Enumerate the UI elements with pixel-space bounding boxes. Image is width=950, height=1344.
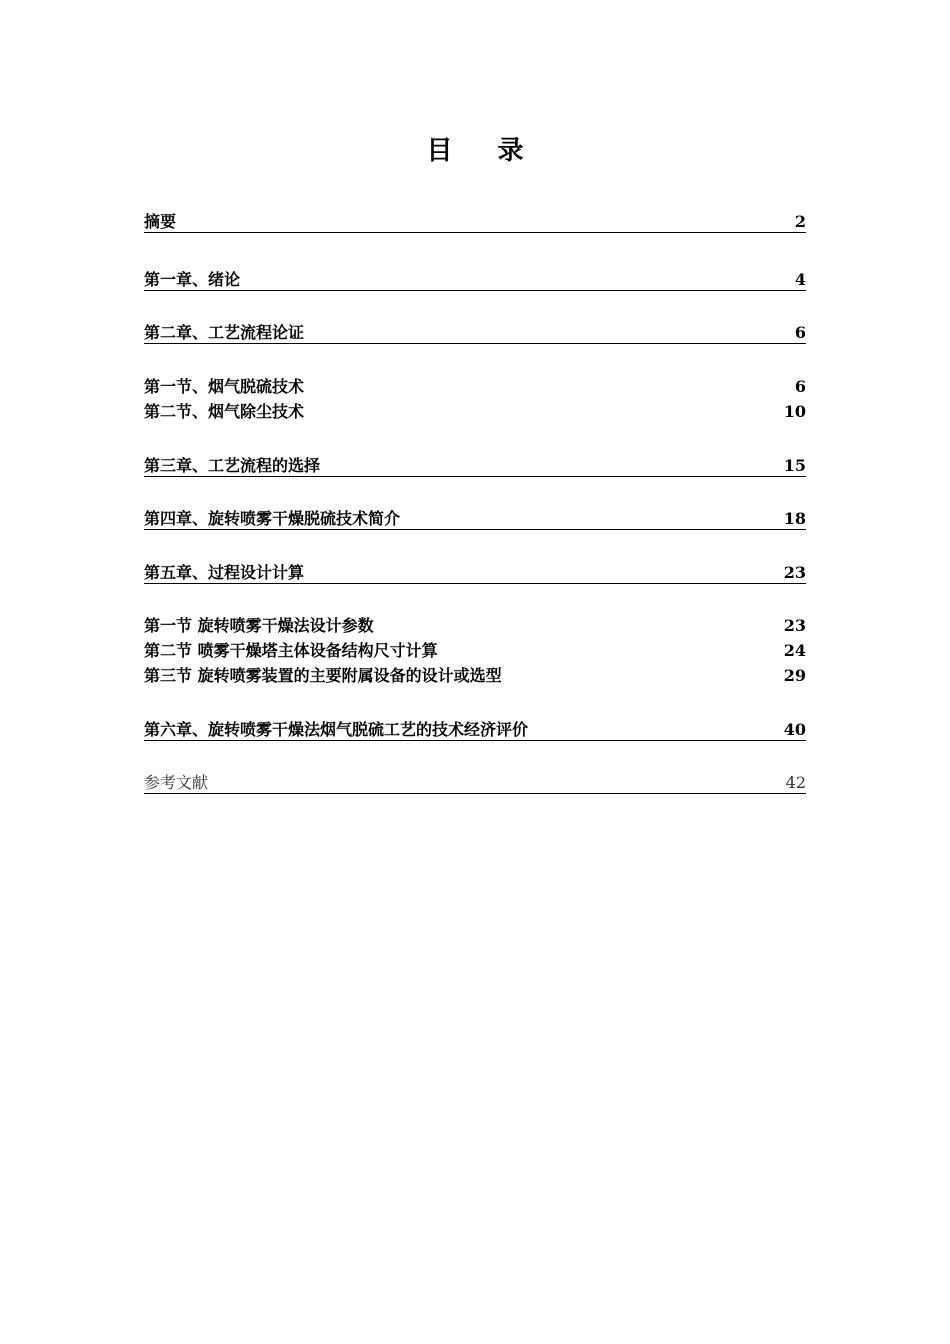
toc-entry-chapter-1[interactable] — [144, 270, 806, 291]
toc-entry-page: 42 — [785, 773, 806, 792]
toc-entry-ch5-sec-1[interactable] — [144, 616, 806, 636]
toc-entry-ch2-sec-2[interactable] — [144, 402, 806, 422]
toc-entry-label: 第一章、绪论 — [144, 270, 241, 289]
toc-entry-label: 第四章、旋转喷雾干燥脱硫技术简介 — [144, 509, 401, 528]
toc-entry-page: 6 — [794, 323, 806, 342]
toc-entry-label: 第六章、旋转喷雾干燥法烟气脱硫工艺的技术经济评价 — [144, 720, 529, 739]
toc-entry-page: 24 — [783, 641, 806, 660]
toc-entry-ch5-sec-3[interactable] — [144, 666, 806, 686]
toc-entry-page: 23 — [783, 563, 806, 582]
toc-entry-label: 第一节 旋转喷雾干燥法设计参数 — [144, 616, 374, 635]
toc-entry-page: 6 — [794, 377, 806, 396]
toc-entry-page: 29 — [783, 666, 806, 685]
toc-title: 目 录 — [426, 136, 542, 166]
toc-entry-chapter-5[interactable] — [144, 563, 806, 584]
toc-entry-page: 10 — [783, 402, 806, 421]
toc-entry-label: 参考文献 — [144, 773, 209, 792]
toc-entry-label: 第一节、烟气脱硫技术 — [144, 377, 305, 396]
toc-entry-ch5-sec-2[interactable] — [144, 641, 806, 661]
toc-entry-page: 15 — [783, 456, 806, 475]
toc-entry-chapter-2[interactable] — [144, 323, 806, 344]
toc-entry-label: 摘要 — [144, 212, 177, 231]
toc-entry-abstract[interactable] — [144, 212, 806, 233]
toc-entry-label: 第三节 旋转喷雾装置的主要附属设备的设计或选型 — [144, 666, 502, 685]
toc-entry-references[interactable] — [144, 773, 806, 794]
toc-entry-page: 2 — [794, 212, 806, 231]
toc-entry-label: 第五章、过程设计计算 — [144, 563, 305, 582]
toc-entry-chapter-3[interactable] — [144, 456, 806, 477]
toc-entry-label: 第二章、工艺流程论证 — [144, 323, 305, 342]
toc-entry-ch2-sec-1[interactable] — [144, 377, 806, 397]
toc-entry-label: 第二节、烟气除尘技术 — [144, 402, 305, 421]
toc-entry-page: 4 — [794, 270, 806, 289]
toc-entry-page: 40 — [783, 720, 806, 739]
toc-entry-chapter-4[interactable] — [144, 509, 806, 530]
toc-entry-label: 第三章、工艺流程的选择 — [144, 456, 321, 475]
toc-entry-chapter-6[interactable] — [144, 720, 806, 741]
toc-entry-page: 18 — [783, 509, 806, 528]
toc-entry-label: 第二节 喷雾干燥塔主体设备结构尺寸计算 — [144, 641, 438, 660]
toc-entry-page: 23 — [783, 616, 806, 635]
